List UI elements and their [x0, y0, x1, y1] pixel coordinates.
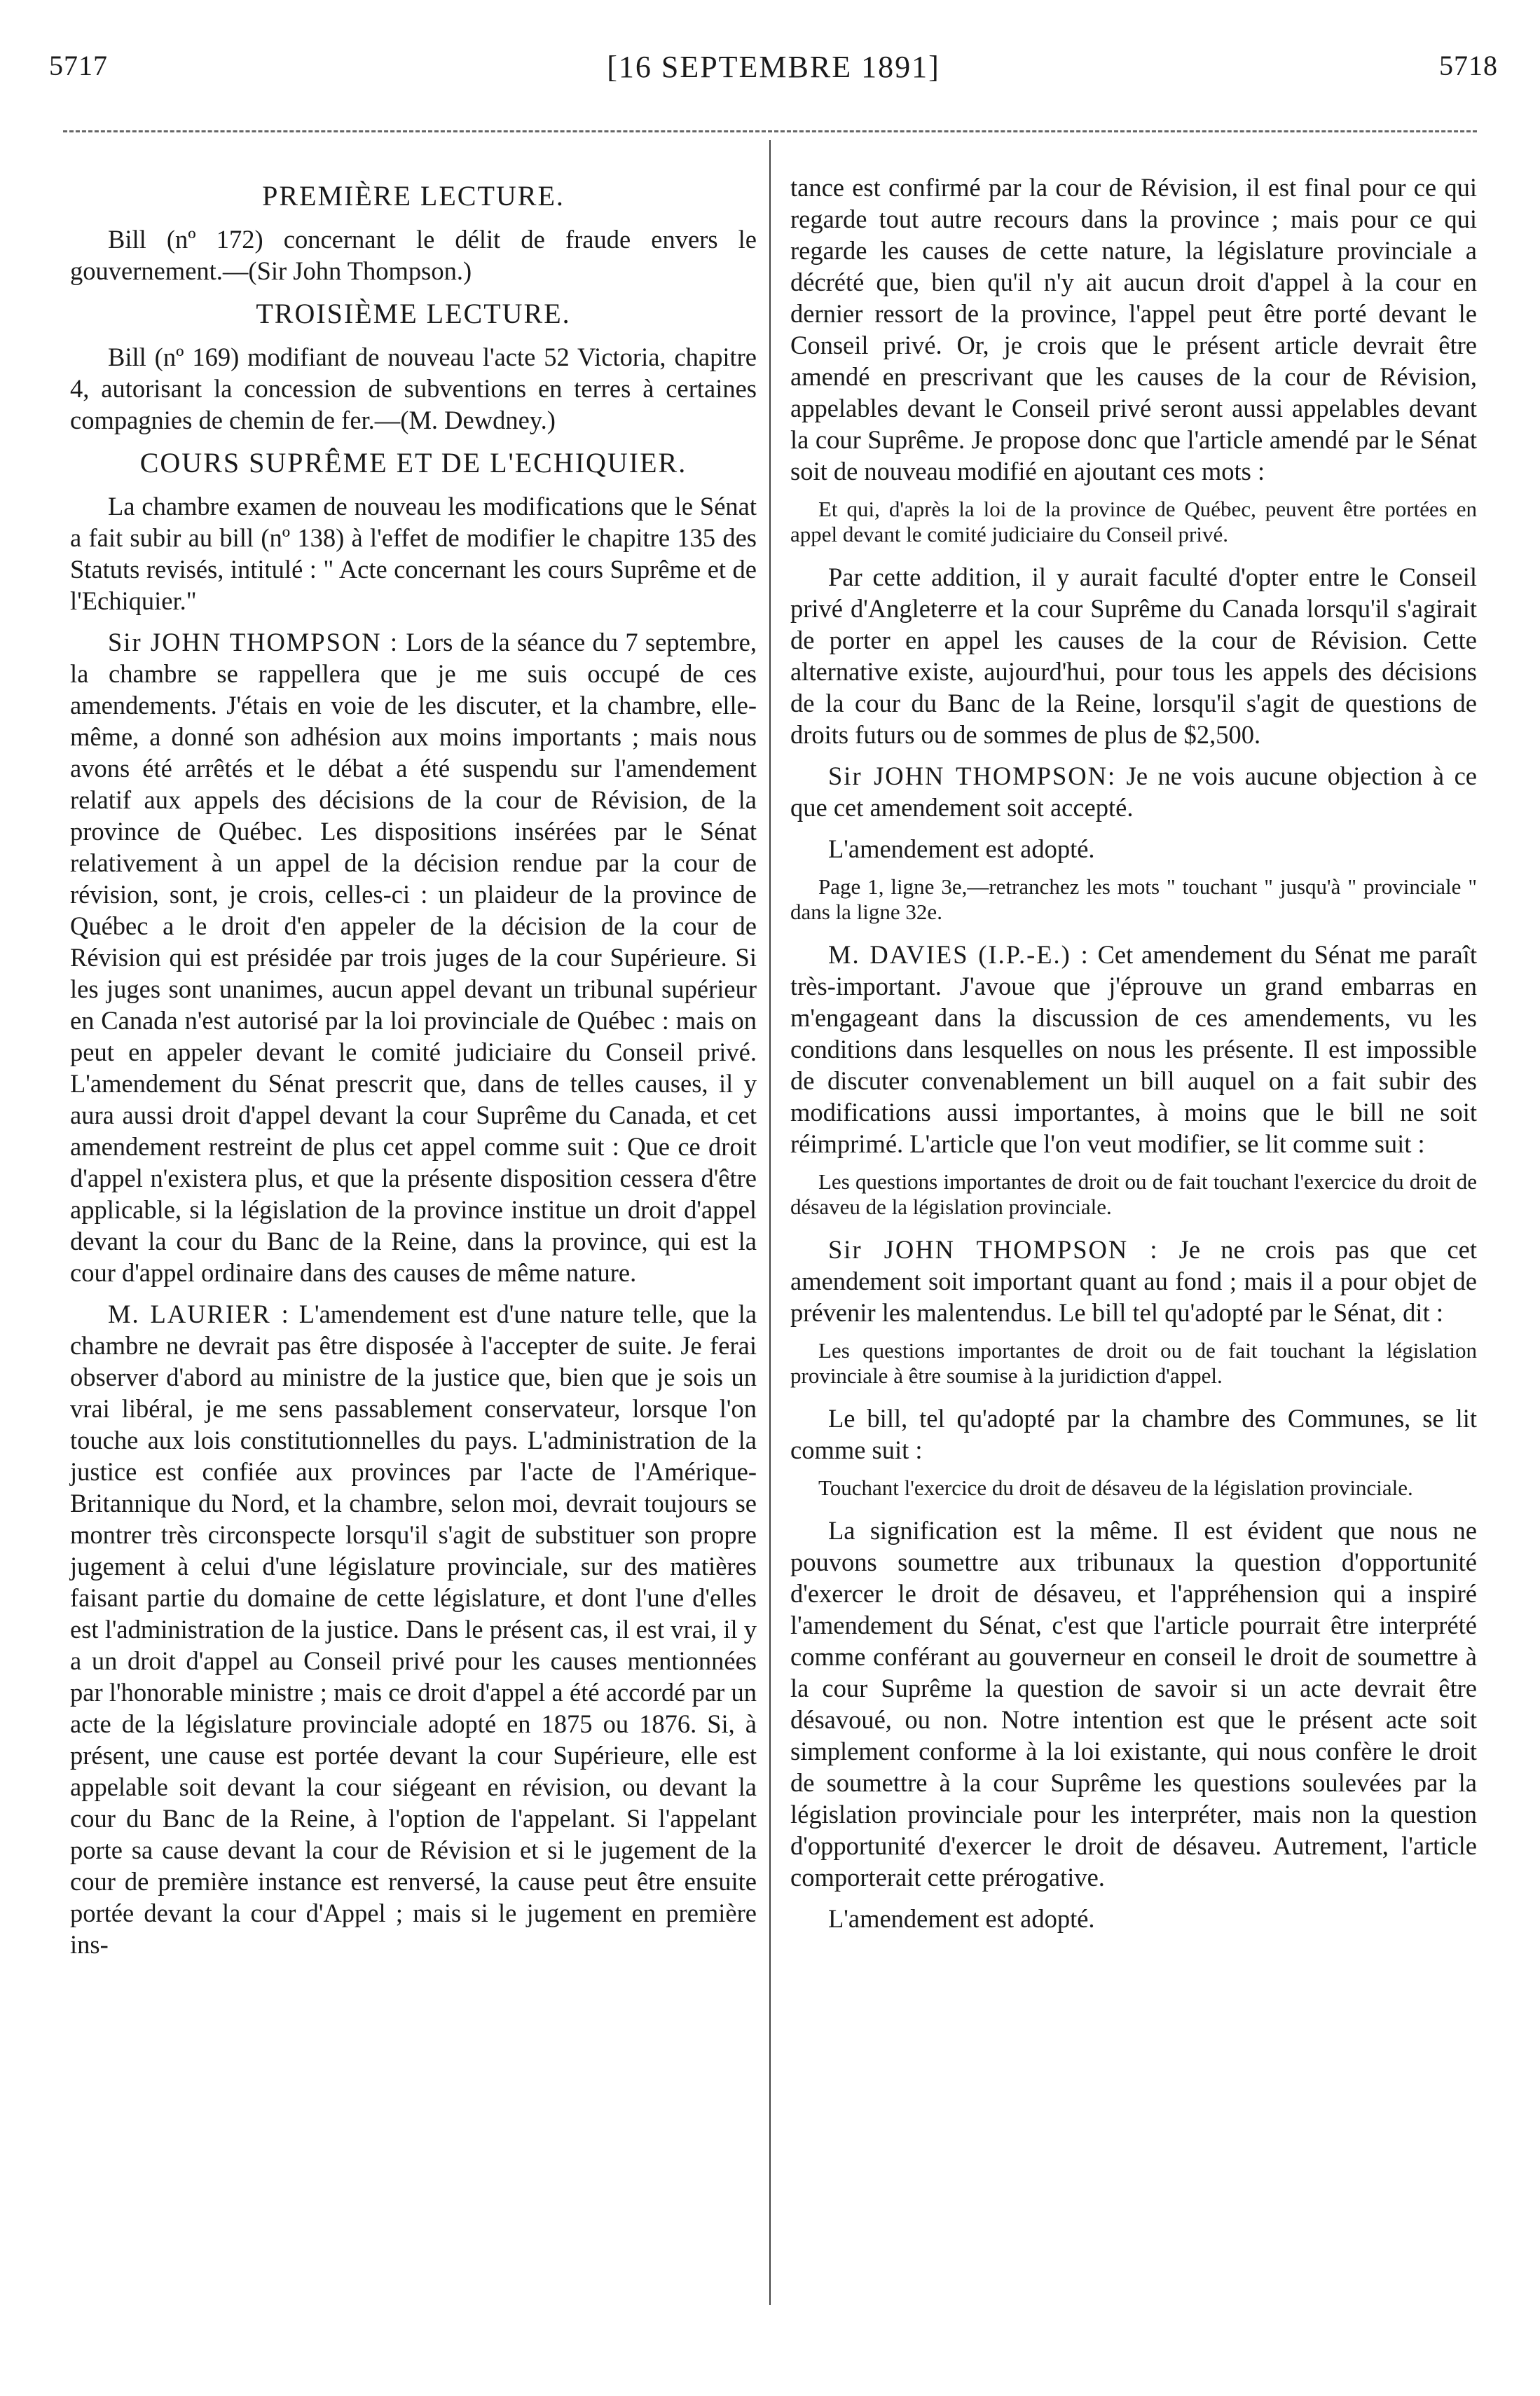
left-column — [70, 172, 757, 1970]
speech-text: Je ne vois aucune objection à ce que cet amendement soit accepté. — [790, 762, 1477, 822]
right-column — [790, 172, 1477, 1944]
speech-text: Je ne crois pas que cet amendement soit important quant au fond ; mais il a pour objet de prévenir les malentendus. Le bill tel qu'adopté par le Sénat, dit : — [790, 1235, 1478, 1327]
paragraph-thompson-reply — [790, 760, 1477, 823]
paragraph-continuation: tance est confirmé par la cour de Révision, il est final pour ce qui regarde tout autre recours dans la province ; mais pour ce qui regarde les causes de cette nature, la législature provinciale a décrété que, bien qu'il n'y ait aucun droit d'appel à la cour en dernier ressort de la province, l'appel peut être porté devant le Conseil privé. Or, je crois que le présent article devrait être amendé en prescrivant que les causes de la cour de Révision, appelables devant le Conseil privé seront aussi appelables devant la cour Suprême. Je propose donc que l'article amendé par le Sénat soit de nouveau modifié en ajoutant ces mots : — [790, 173, 1477, 486]
paragraph-laurier-speech — [70, 1298, 757, 1960]
speech-text: Cet amendement du Sénat me paraît très-important. J'avoue que j'éprouve un grand embarras en m'engageant dans la discussion de ces amendements, vu les conditions dans lesquelles on nous les présente. Il est impossible de discuter convenablement un bill auquel on a fait subir des modifications aussi importantes, à moins que le bill ne soit réimprimé. L'article que l'on veut modifier, se lit comme suit : — [790, 940, 1477, 1158]
quoted-senate-version: Les questions importantes de droit ou de fait touchant la législation provinciale à être soumise à la juridiction d'appel. — [790, 1338, 1477, 1388]
speaker-name: Sir JOHN THOMPSON: — [828, 762, 1117, 790]
paragraph-thompson-explanation — [790, 1234, 1477, 1328]
quoted-amendment: Page 1, ligne 3e,—retranchez les mots " touchant " jusqu'à " provinciale " dans la ligne 32e. — [790, 874, 1477, 924]
page-number-left: 5717 — [49, 50, 108, 81]
page-header — [49, 49, 1498, 98]
section-heading-first-reading: PREMIÈRE LECTURE. — [262, 180, 565, 212]
page-number-right: 5718 — [1439, 50, 1498, 81]
section-heading-third-reading: TROISIÈME LECTURE. — [256, 298, 571, 329]
header-rule — [63, 130, 1477, 132]
quoted-commons-version: Touchant l'exercice du droit de désaveu de la législation provinciale. — [818, 1475, 1413, 1500]
column-divider — [769, 140, 771, 2305]
page-date: [16 SEPTEMBRE 1891] — [607, 50, 940, 84]
speaker-name: M. LAURIER : — [108, 1300, 290, 1328]
quoted-article: Les questions importantes de droit ou de fait touchant l'exercice du droit de désaveu de la législation provinciale. — [790, 1169, 1477, 1219]
section-heading-supreme-court: COURS SUPRÊME ET DE L'ECHIQUIER. — [139, 447, 687, 478]
paragraph-amendment-adopted: L'amendement est adopté. — [828, 834, 1095, 863]
speaker-name: Sir JOHN THOMPSON : — [108, 628, 399, 656]
paragraph-bill-169: Bill (nº 169) modifiant de nouveau l'acte 52 Victoria, chapitre 4, autorisant la concession de subventions en terres à certaines compagnies de chemin de fer.—(M. Dewdney.) — [70, 343, 757, 434]
speech-text: Lors de la séance du 7 septembre, la chambre se rappellera que je me suis occupé de ces amendements. J'étais en voie de les discuter, et la chambre, elle-même, a donné son adhésion aux moins importants ; mais nous avons été arrêtés et le débat a été suspendu sur l'amendement relatif aux appels des décisions de la cour de Révision, de la province de Québec. Les dispositions insérées par le Sénat relativement à un appel de la décision rendue par la cour de révision, sont, je crois, celles-ci : un plaideur de la province de Québec a le droit d'en appeler de la décision de la cour de Révision qui est présidée par trois juges de la cour Supérieure. Si les juges sont unanimes, aucun appel devant un tribunal supérieur en Canada n'est autorisé par la loi provinciale de Québec : mais on peut en appeler devant le comité judiciaire du Conseil privé. L'amendement du Sénat prescrit que, dans de telles causes, il y aura aussi droit d'appel devant la cour Suprême du Canada, et cet amendement restreint de plus cet appel comme suit : Que ce droit d'appel n'existera plus, et que la présente disposition cessera d'être applicable, si la législation de la province institue un droit d'appel devant la cour du Banc de la Reine, dans la province, qui est la cour d'appel ordinaire dans des causes de même nature. — [70, 628, 757, 1287]
paragraph-amendment-adopted-final: L'amendement est adopté. — [828, 1904, 1095, 1933]
paragraph-option-appeal: Par cette addition, il y aurait faculté d'opter entre le Conseil privé d'Angleterre et la cour Suprême du Canada lorsqu'il s'agirait de porter en appel les causes de la cour de Révision. Cette alternative existe, aujourd'hui, pour tous les appels des décisions de la cour du Banc de la Reine, lorsqu'il s'agit de questions de droits futurs ou de sommes de plus de $2,500. — [790, 563, 1477, 749]
paragraph-davies-speech — [790, 939, 1477, 1159]
paragraph-signification: La signification est la même. Il est évident que nous ne pouvons soumettre aux tribunaux la question d'opportunité d'exercer le droit de désaveu, et l'appréhension qui a inspiré l'amendement du Sénat, c'est que l'article pourrait être interprété comme conférant au gouverneur en conseil le droit de soumettre à la cour Suprême la question de savoir si un acte devrait être désavoué, ou non. Notre intention est que le présent acte soit simplement conforme à la loi existante, qui nous confère le droit de soumettre à la cour Suprême les questions soulevées par la législation provinciale pour les interpréter, mais non la question d'opportunité d'exercer le droit de désaveu. Autrement, l'article comporterait cette prérogative. — [790, 1516, 1477, 1892]
paragraph-thompson-speech — [70, 626, 757, 1288]
paragraph-commons-version-intro: Le bill, tel qu'adopté par la chambre des Communes, se lit comme suit : — [790, 1404, 1477, 1464]
paragraph-bill-172: Bill (nº 172) concernant le délit de fraude envers le gouvernement.—(Sir John Thompson.) — [70, 225, 757, 285]
speaker-name: Sir JOHN THOMPSON : — [828, 1235, 1159, 1264]
quoted-amendment: Et qui, d'après la loi de la province de Québec, peuvent être portées en appel devant le comité judiciaire du Conseil privé. — [790, 497, 1477, 546]
paragraph-chamber-review: La chambre examen de nouveau les modifications que le Sénat a fait subir au bill (nº 138) à l'effet de modifier le chapitre 135 des Statuts revisés, intitulé : " Acte concernant les cours Suprême et de l'Echiquier." — [70, 492, 757, 615]
speaker-name: M. DAVIES (I.P.-E.) : — [828, 940, 1089, 969]
speech-text: L'amendement est d'une nature telle, que la chambre ne devrait pas être disposée à l'accepter de suite. Je ferai observer d'abord au ministre de la justice que, bien que je sois un vrai libéral, je me sens passablement conservateur, lorsque l'on touche aux lois constitutionnelles du pays. L'administration de la justice est confiée aux provinces par l'acte de l'Amérique-Britannique du Nord, et la chambre, selon moi, devrait toujours se montrer très circonspecte lorsqu'il s'agit de substituer son propre jugement à celui d'une législature provinciale, sur des matières faisant partie du domaine de cette législature, et dont l'une d'elles est l'administration de la justice. Dans le présent cas, il est vrai, il y a un droit d'appel au Conseil privé pour les causes mentionnées par l'honorable ministre ; mais ce droit d'appel a été accordé par un acte de la législature provinciale adopté en 1875 ou 1876. Si, à présent, une cause est portée devant la cour Supérieure, elle est appelable soit devant la cour siégeant en révision, ou devant la cour du Banc de la Reine, à l'option de l'appelant. Si l'appelant porte sa cause devant la cour de Révision et si le jugement de la cour de première instance est renversé, la cause peut être ensuite portée devant la cour d'Appel ; mais si le jugement en première ins- — [70, 1300, 757, 1959]
